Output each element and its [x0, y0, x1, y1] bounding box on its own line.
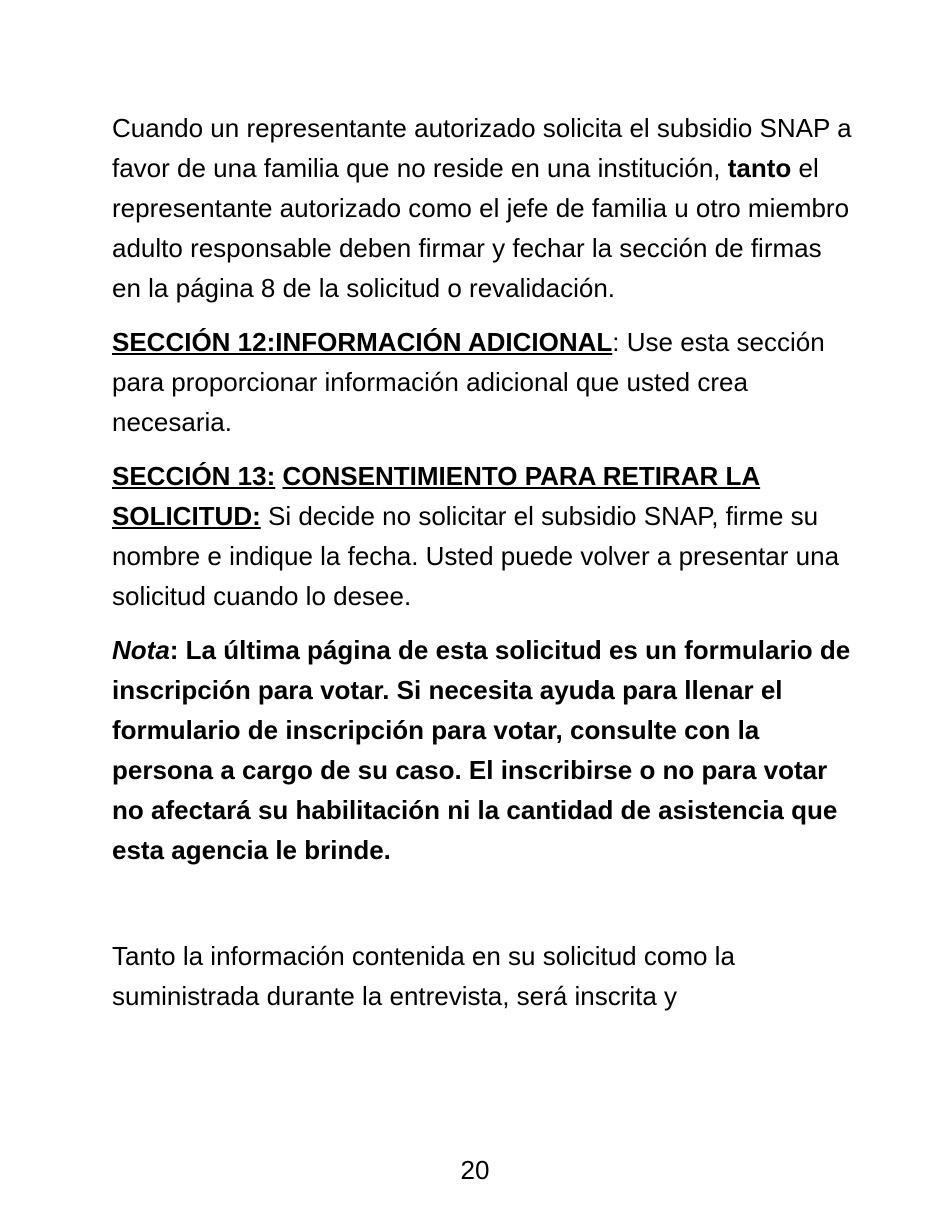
paragraph1-text-before: Cuando un representante autorizado solicita el subsidio SNAP a favor de una familia que no reside en una institución, — [112, 113, 852, 183]
section-13 — [112, 456, 852, 616]
section-13-body: Si decide no solicitar el subsidio SNAP, firme su nombre e indique la fecha. Usted puede volver a presentar una solicitud cuando lo desee. — [112, 501, 840, 611]
voter-registration-note — [112, 630, 852, 870]
paragraph1-text-after: el representante autorizado como el jefe de familia u otro miembro adulto responsable deben firmar y fechar la sección de firmas en la página 8 de la solicitud o revalidación. — [112, 153, 850, 303]
section-13-heading-title: CONSENTIMIENTO PARA RETIRAR LA SOLICITUD: — [112, 461, 761, 531]
paragraph-final: Tanto la información contenida en su solicitud como la suministrada durante la entrevista, será inscrita y — [112, 941, 735, 1011]
section-12 — [112, 322, 852, 442]
section-13-heading-number: SECCIÓN 13: — [112, 461, 276, 491]
document-body — [112, 108, 852, 1016]
paragraph-authorized-representative — [112, 108, 852, 308]
note-text: : La última página de esta solicitud es un formulario de inscripción para votar. Si necesita ayuda para llenar el formulario de inscripción para votar, consulte con la persona a cargo de su caso. El inscribirse o no para votar no afectará su habilitación ni la cantidad de asistencia que esta agencia le brinde. — [112, 635, 851, 865]
section-12-heading: SECCIÓN 12:INFORMACIÓN ADICIONAL — [112, 327, 613, 357]
paragraph1-bold-word: tanto — [727, 153, 792, 183]
section-12-body: : Use esta sección para proporcionar información adicional que usted crea necesaria. — [112, 327, 825, 437]
page-number: 20 — [460, 1155, 490, 1185]
note-label: Nota — [112, 635, 170, 665]
